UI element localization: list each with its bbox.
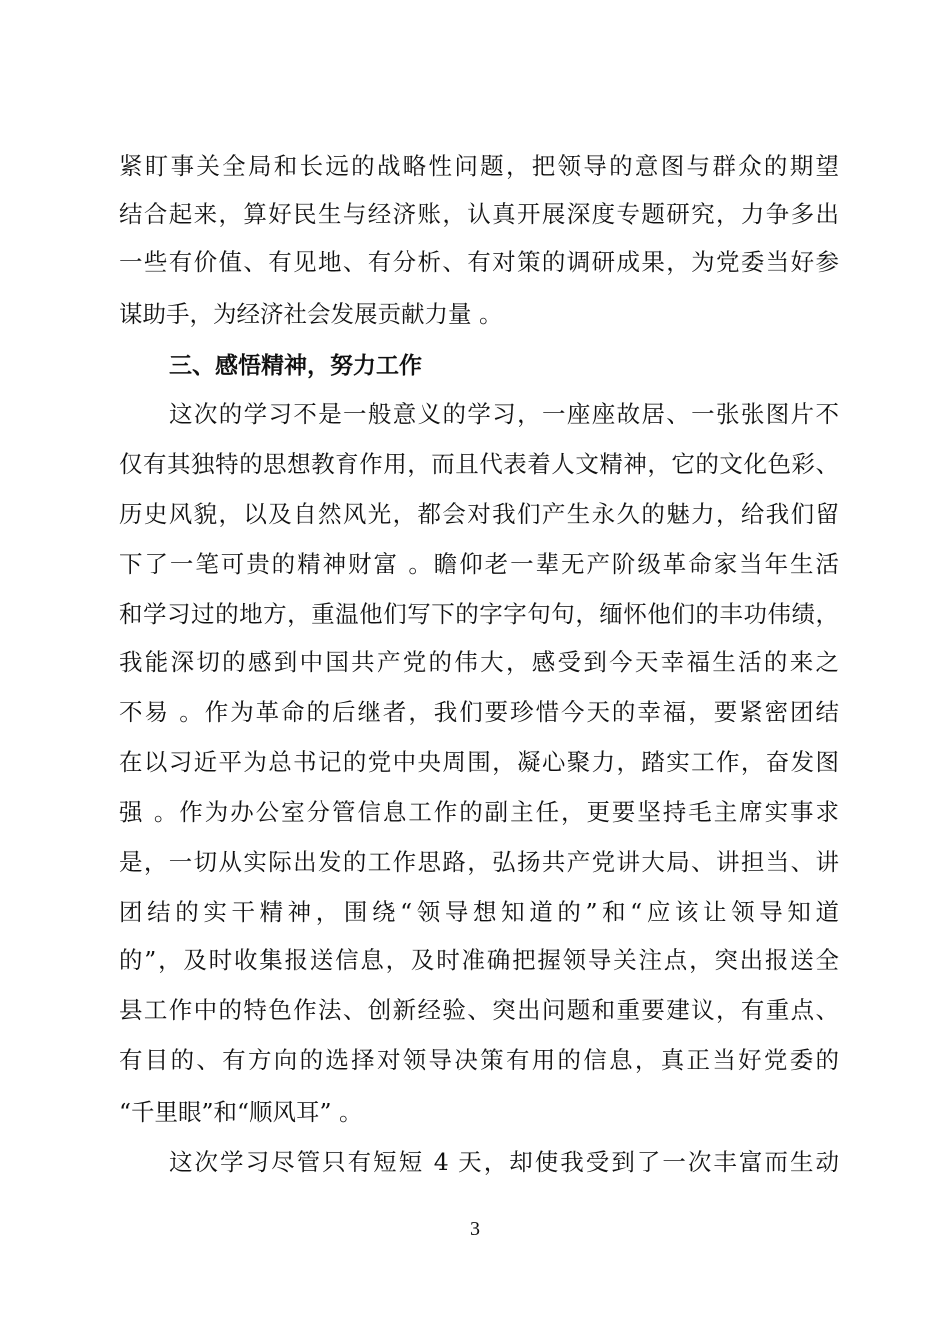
paragraph-1-line-2: 结合起来，算好民生与经济账，认真开展深度专题研究，力争多出 — [119, 200, 839, 228]
paragraph-2-line-11: 团结的实干精神，围绕“领导想知道的”和“应该让领导知道 — [119, 898, 839, 926]
paragraph-2-line-9: 强 。作为办公室分管信息工作的副主任，更要坚持毛主席实事求 — [119, 798, 839, 826]
paragraph-2-line-1: 这次的学习不是一般意义的学习，一座座故居、一张张图片不 — [169, 400, 839, 428]
paragraph-3-line-1: 这次学习尽管只有短短 4 天，却使我受到了一次丰富而生动 — [169, 1148, 839, 1176]
paragraph-2-line-15: “千里眼”和“顺风耳” 。 — [119, 1098, 363, 1126]
paragraph-2-line-8: 在以习近平为总书记的党中央周围，凝心聚力，踏实工作，奋发图 — [119, 748, 839, 776]
paragraph-1-line-4: 谋助手，为经济社会发展贡献力量 。 — [119, 300, 503, 328]
paragraph-2-line-3: 历史风貌，以及自然风光，都会对我们产生永久的魅力，给我们留 — [119, 500, 839, 528]
paragraph-2-line-13: 县工作中的特色作法、创新经验、突出问题和重要建议，有重点、 — [119, 996, 839, 1024]
paragraph-2-line-10: 是，一切从实际出发的工作思路，弘扬共产党讲大局、讲担当、讲 — [119, 848, 839, 876]
section-heading: 三、感悟精神，努力工作 — [169, 353, 422, 379]
page-number: 3 — [470, 1218, 480, 1240]
paragraph-2-line-4: 下了一笔可贵的精神财富 。瞻仰老一辈无产阶级革命家当年生活 — [119, 550, 839, 578]
paragraph-1-line-1: 紧盯事关全局和长远的战略性问题，把领导的意图与群众的期望 — [119, 152, 839, 180]
paragraph-2-line-7: 不易 。作为革命的后继者，我们要珍惜今天的幸福，要紧密团结 — [119, 698, 839, 726]
paragraph-2-line-6: 我能深切的感到中国共产党的伟大，感受到今天幸福生活的来之 — [119, 648, 839, 676]
paragraph-2-line-2: 仅有其独特的思想教育作用，而且代表着人文精神，它的文化色彩、 — [119, 450, 839, 478]
paragraph-2-line-5: 和学习过的地方，重温他们写下的字字句句，缅怀他们的丰功伟绩， — [119, 600, 839, 628]
paragraph-2-line-14: 有目的、有方向的选择对领导决策有用的信息，真正当好党委的 — [119, 1046, 839, 1074]
paragraph-2-line-12: 的”，及时收集报送信息，及时准确把握领导关注点，突出报送全 — [119, 946, 839, 974]
paragraph-1-line-3: 一些有价值、有见地、有分析、有对策的调研成果，为党委当好参 — [119, 248, 839, 276]
